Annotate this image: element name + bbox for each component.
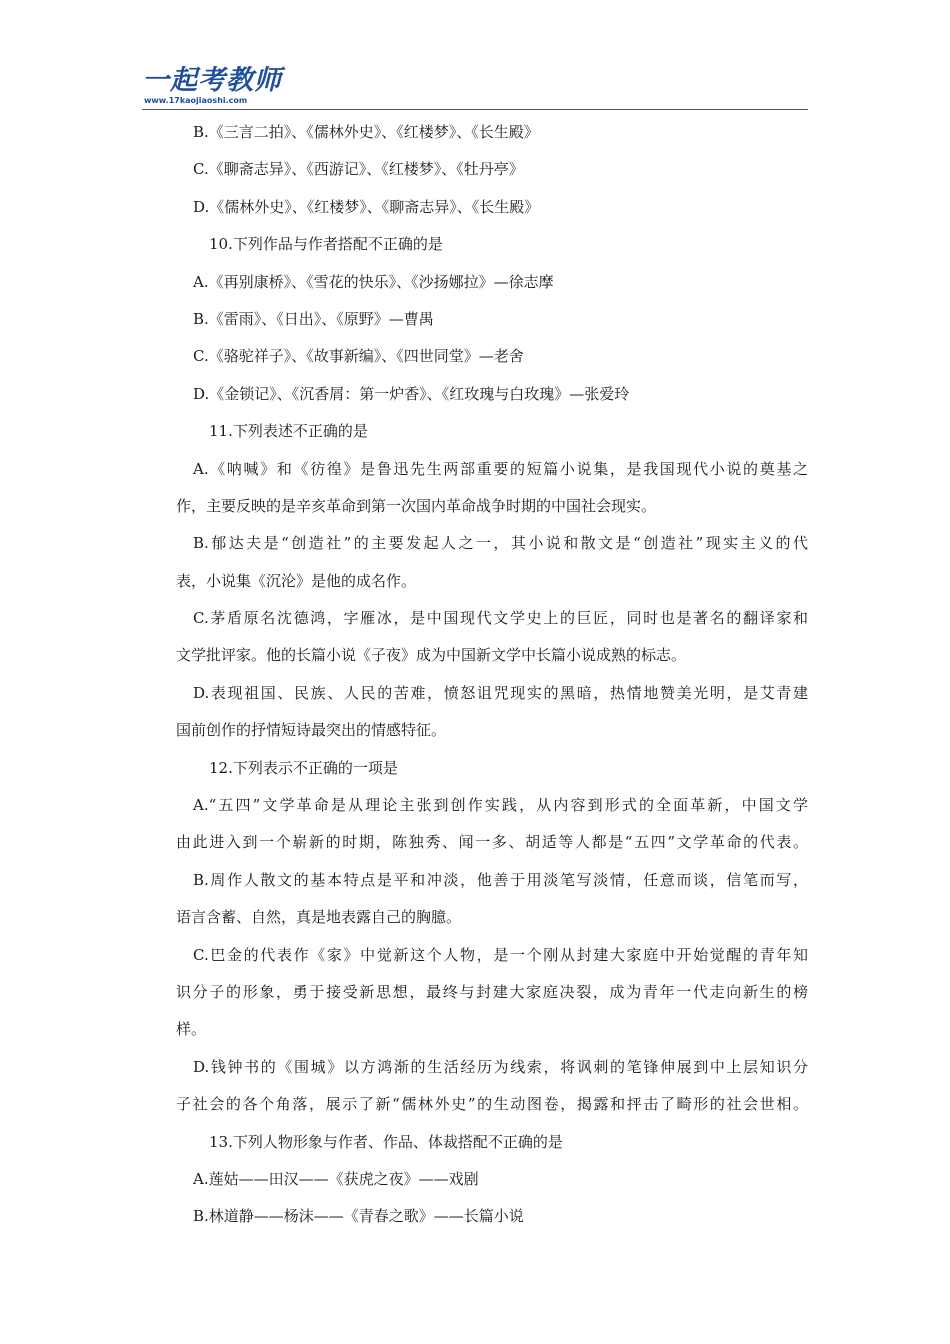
paragraph-line: 语言含蓄、自然，真是地表露自己的胸臆。: [176, 908, 462, 927]
paragraph-line: A.“五四”文学革命是从理论主张到创作实践，从内容到形式的全面革新，中国文学: [193, 796, 808, 815]
option-line: D.《儒林外史》、《红楼梦》、《聊斋志异》、《长生殿》: [193, 197, 540, 216]
page-header: [142, 64, 808, 110]
paragraph-line: 国前创作的抒情短诗最突出的情感特征。: [176, 721, 447, 740]
option-line: B.《三言二拍》、《儒林外史》、《红楼梦》、《长生殿》: [193, 123, 539, 141]
paragraph-line: B.郁达夫是“创造社”的主要发起人之一，其小说和散文是“创造社”现实主义的代: [193, 534, 808, 553]
header-divider: [142, 109, 808, 110]
paragraph-line: C.茅盾原名沈德鸿，字雁冰，是中国现代文学史上的巨匠，同时也是著名的翻译家和: [193, 609, 808, 628]
option-line: C.《聊斋志异》、《西游记》、《红楼梦》、《牡丹亭》: [193, 160, 524, 179]
paragraph-line: 文学批评家。他的长篇小说《子夜》成为中国新文学中长篇小说成熟的标志。: [176, 646, 687, 665]
paragraph-line: 由此进入到一个崭新的时期，陈独秀、闻一多、胡适等人都是“五四”文学革命的代表。: [176, 833, 808, 852]
logo: [142, 66, 282, 106]
question-13: 13.下列人物形象与作者、作品、体裁搭配不正确的是: [209, 1132, 563, 1151]
logo-url: www.17kaojiaoshi.com: [144, 96, 248, 105]
paragraph-line: 作，主要反映的是辛亥革命到第一次国内革命战争时期的中国社会现实。: [176, 496, 657, 515]
option-line: B.《雷雨》、《日出》、《原野》—曹禺: [193, 309, 434, 328]
paragraph-line: 表，小说集《沉沦》是他的成名作。: [176, 571, 417, 590]
option-line: D.《金锁记》、《沉香屑：第一炉香》、《红玫瑰与白玫瑰》—张爱玲: [193, 384, 630, 403]
option-line: B.林道静——杨沫——《青春之歌》——长篇小说: [193, 1207, 524, 1226]
paragraph-line: 识分子的形象，勇于接受新思想，最终与封建大家庭决裂，成为青年一代走向新生的榜: [176, 982, 808, 1001]
option-line: A.莲姑——田汉——《获虎之夜》——戏剧: [193, 1169, 479, 1188]
option-line: C.《骆驼祥子》、《故事新编》、《四世同堂》—老舍: [193, 347, 524, 366]
question-11: 11.下列表述不正确的是: [209, 422, 368, 441]
option-line: A.《再别康桥》、《雪花的快乐》、《沙扬娜拉》—徐志摩: [193, 272, 554, 291]
paragraph-line: 子社会的各个角落，展示了新“儒林外史”的生动图卷，揭露和抨击了畸形的社会世相。: [176, 1095, 808, 1114]
question-10: 10.下列作品与作者搭配不正确的是: [209, 235, 443, 254]
paragraph-line: C.巴金的代表作《家》中觉新这个人物，是一个刚从封建大家庭中开始觉醒的青年知: [193, 945, 808, 964]
paragraph-line: B.周作人散文的基本特点是平和冲淡，他善于用淡笔写淡情，任意而谈，信笔而写，: [193, 870, 808, 889]
paragraph-line: A.《呐喊》和《彷徨》是鲁迅先生两部重要的短篇小说集，是我国现代小说的奠基之: [193, 459, 808, 478]
paragraph-line: 样。: [176, 1020, 207, 1039]
paragraph-line: D.钱钟书的《围城》以方鸿渐的生活经历为线索，将讽刺的笔锋伸展到中上层知识分: [193, 1057, 808, 1076]
document-body: [176, 114, 808, 1236]
question-12: 12.下列表示不正确的一项是: [209, 758, 398, 777]
logo-text: 一起考教师: [142, 65, 282, 96]
paragraph-line: D.表现祖国、民族、人民的苦难，愤怒诅咒现实的黑暗，热情地赞美光明，是艾青建: [193, 683, 808, 702]
